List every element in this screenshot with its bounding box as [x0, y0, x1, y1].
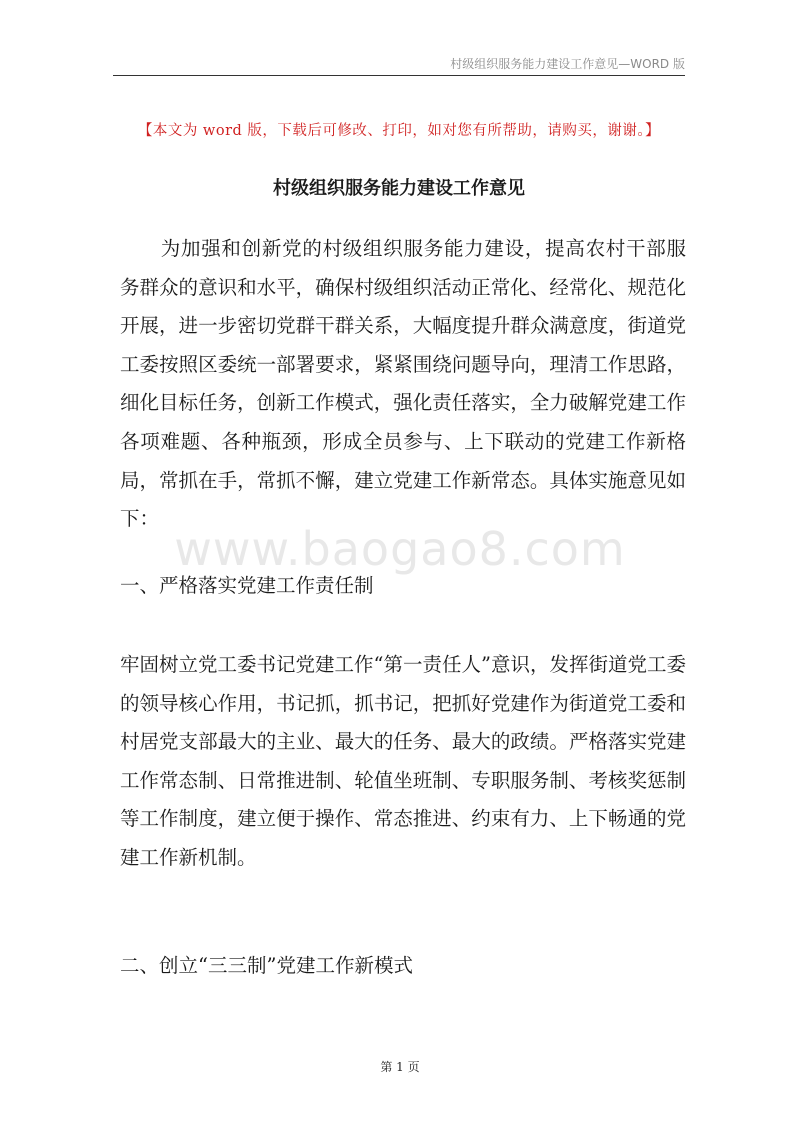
- download-notice: 【本文为 word 版，下载后可修改、打印，如对您有所帮助，请购买，谢谢。】: [137, 123, 661, 139]
- page-number: 第 1 页: [380, 1060, 420, 1074]
- header-divider: [113, 75, 685, 76]
- intro-paragraph: [120, 230, 686, 539]
- running-header: 村级组织服务能力建设工作意见—WORD 版: [450, 57, 685, 71]
- section-body-1: 牢固树立党工委书记党建工作“第一责任人”意识，发挥街道党工委的领导核心作用，书记抓，抓书记，把抓好党建作为街道党工委和村居党支部最大的主业、最大的任务、最大的政绩。严格落实党建工作常态制、日常推进制、轮值坐班制、专职服务制、考核奖惩制等工作制度，建立便于操作、常态推进、约束有力、上下畅通的党建工作新机制。: [120, 653, 686, 869]
- watermark: www.baogao8.com: [174, 522, 626, 576]
- document-title: 村级组织服务能力建设工作意见: [273, 178, 525, 199]
- section-heading-1: 一、严格落实党建工作责任制: [120, 574, 374, 597]
- intro-text: 为加强和创新党的村级组织服务能力建设，提高农村干部服务群众的意识和水平，确保村级组织活动正常化、经常化、规范化开展，进一步密切党群干群关系，大幅度提升群众满意度，街道党工委按照区委统一部署要求，紧紧围绕问题导向，理清工作思路，细化目标任务，创新工作模式，强化责任落实，全力破解党建工作各项难题、各种瓶颈，形成全员参与、上下联动的党建工作新格局，常抓在手，常抓不懈，建立党建工作新常态。具体实施意见如下：: [120, 237, 686, 531]
- section-heading-2: 二、创立“三三制”党建工作新模式: [120, 954, 413, 977]
